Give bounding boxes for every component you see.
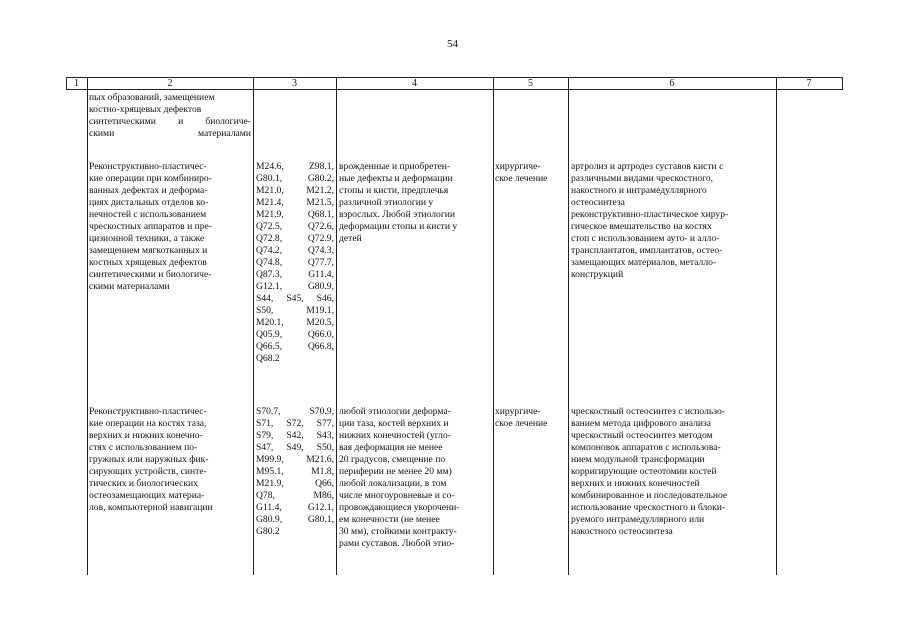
row-2-method-cell <box>571 161 774 281</box>
row-2-treatment-type-cell <box>495 161 567 185</box>
text-line: ское лечение <box>495 173 548 184</box>
code: M19.1, <box>306 305 334 316</box>
column-number: 3 <box>292 78 297 89</box>
code: M21.9, <box>256 478 284 489</box>
text-line: остеосинтеза <box>571 197 625 208</box>
text-line: конструкций <box>571 269 624 280</box>
code: G12.1, <box>256 281 283 292</box>
code: G80.2, <box>307 173 334 184</box>
code: Z98.1, <box>308 161 334 172</box>
code: G12.1, <box>307 502 334 513</box>
code: Q74.3, <box>307 245 334 256</box>
code: M21.5, <box>306 197 334 208</box>
text-line: любой локализации, в том <box>339 478 447 489</box>
code: M1.8, <box>311 466 334 477</box>
text-line: костных хрящевых дефектов <box>89 257 207 268</box>
code: Q74.2, <box>256 245 283 256</box>
code: M20.5, <box>306 317 334 328</box>
row-1-procedure-cell <box>89 92 251 140</box>
text-line: сирующих устройств, синте- <box>89 466 207 477</box>
text-line: числе многоуровневые и со- <box>339 490 455 501</box>
text-line: провождающиеся укорочени- <box>339 502 460 513</box>
code: Q77.7, <box>307 257 334 268</box>
column-divider <box>776 89 777 575</box>
code: Q66.8, <box>307 341 334 352</box>
code: S44, <box>256 293 274 304</box>
text-line: чрескостный остеосинтез с использо- <box>571 406 725 417</box>
page-number: 54 <box>447 38 458 50</box>
text-line: гружных или наружных фик- <box>89 454 209 465</box>
code: Q66.0, <box>307 329 334 340</box>
column-number: 7 <box>806 78 812 89</box>
text-line: ванных дефектах и деформа- <box>89 185 208 196</box>
code: Q68.2 <box>256 353 280 364</box>
code: M21.2, <box>306 185 334 196</box>
code: Q05.9, <box>256 329 283 340</box>
text-line: синтетическими и биологиче- <box>89 269 212 280</box>
text-line: периферии не менее 20 мм) <box>339 466 452 477</box>
text-line: верхних и нижних конечностей <box>571 478 700 489</box>
code: Q72.8, <box>256 233 283 244</box>
text-line: ем конечности (не менее <box>339 514 440 525</box>
text-line: руемого интрамедуллярного или <box>571 514 705 525</box>
code: G80.1, <box>307 514 334 525</box>
text-line: ванием метода цифрового анализа <box>571 418 712 429</box>
text-line: комбинированное и последовательное <box>571 490 728 501</box>
code: S71, <box>256 418 274 429</box>
text-line: стопы и кисти, предплечья <box>339 185 449 196</box>
code: Q87.3, <box>256 269 283 280</box>
code: M21.0, <box>256 185 284 196</box>
text-line: любой этиологии деформа- <box>339 406 451 417</box>
text-line: Реконструктивно-пластичес- <box>89 161 207 172</box>
code: S77, <box>316 418 334 429</box>
code: G11.4, <box>256 502 282 513</box>
text-line: скими материалами <box>89 128 251 139</box>
code: G80.1, <box>256 173 283 184</box>
code: G80.9, <box>307 281 334 292</box>
text-line: стоп с использованием ауто- и алло- <box>571 233 720 244</box>
text-line: Реконструктивно-пластичес- <box>89 406 207 417</box>
column-number: 5 <box>528 78 533 89</box>
code: M21.9, <box>256 209 284 220</box>
column-number: 6 <box>669 78 675 89</box>
text-line: хирургиче- <box>495 161 541 172</box>
row-2-codes-cell <box>256 161 334 365</box>
code: S46, <box>316 293 334 304</box>
code: M24.6, <box>256 161 284 172</box>
text-line: реконструктивно-пластическое хирур- <box>571 209 729 220</box>
text-line: взрослых. Любой этиологии <box>339 209 456 220</box>
text-line: цизионной техники, а также <box>89 233 205 244</box>
text-line: деформации стопы и кисти у <box>339 221 458 232</box>
text-line: накостного остеосинтеза <box>571 526 673 537</box>
code: S42, <box>286 430 304 441</box>
code: S43, <box>316 430 334 441</box>
code: M21.6, <box>306 454 334 465</box>
column-number: 2 <box>167 78 173 89</box>
code: Q72.9, <box>307 233 334 244</box>
code: S79, <box>256 430 274 441</box>
text-line: использование чрескостного и блоки- <box>571 502 726 513</box>
code: M20.1, <box>256 317 284 328</box>
code: M21.4, <box>256 197 284 208</box>
text-line: гическое вмешательство на костях <box>571 221 712 232</box>
text-line: ные дефекты и деформации <box>339 173 453 184</box>
text-line: тических и биологических <box>89 478 198 489</box>
code: M95.1, <box>256 466 284 477</box>
text-line: различной этиологии у <box>339 197 434 208</box>
text-line: лов, компьютерной навигации <box>89 502 213 513</box>
code: M86, <box>313 490 334 501</box>
text-line: различными видами чрескостного, <box>571 173 714 184</box>
code: G11.4, <box>308 269 334 280</box>
code: Q72.5, <box>256 221 283 232</box>
text-line: костно-хрящевых дефектов <box>89 104 202 115</box>
code: Q68.1, <box>307 209 334 220</box>
text-line: кие операции на костях таза, <box>89 418 207 429</box>
text-line: циях дистальных отделов ко- <box>89 197 209 208</box>
text-line: артролиз и артродез суставов кисти с <box>571 161 724 172</box>
text-line: врожденные и приобретен- <box>339 161 451 172</box>
code: S50, <box>256 305 274 316</box>
row-3-procedure-cell <box>89 406 251 514</box>
text-line: нечностей с использованием <box>89 209 207 220</box>
row-3-diagnosis-cell <box>339 406 491 550</box>
row-3-codes-cell <box>256 406 334 538</box>
table-header-bottom-rule <box>66 89 843 90</box>
code: Q74.8, <box>256 257 283 268</box>
column-divider <box>493 89 494 575</box>
code: S70.9, <box>309 406 334 417</box>
text-line: накостного и интрамедуллярного <box>571 185 707 196</box>
text-line: нием модульной трансформации <box>571 454 705 465</box>
text-line: замещением мягкотканных и <box>89 245 208 256</box>
text-line: верхних и нижних конечно- <box>89 430 203 441</box>
text-line: чрескостный остеосинтез методом <box>571 430 713 441</box>
code: S45, <box>286 293 304 304</box>
text-line: 30 мм), стойкими контракту- <box>339 526 457 537</box>
header-divider <box>842 77 843 90</box>
code: G80.9, <box>256 514 283 525</box>
row-3-treatment-type-cell <box>495 406 567 430</box>
column-divider <box>87 89 88 575</box>
code: S70.7, <box>256 406 281 417</box>
text-line: детей <box>339 233 362 244</box>
code: Q66, <box>315 478 334 489</box>
text-line: синтетическими и биологиче- <box>89 116 251 127</box>
text-line: ское лечение <box>495 418 548 429</box>
code: S49, <box>286 442 304 453</box>
column-divider <box>568 89 569 575</box>
text-line: нижних конечностей (угло- <box>339 430 451 441</box>
code: S72, <box>286 418 304 429</box>
row-2-diagnosis-cell <box>339 161 491 245</box>
code: Q66.5, <box>256 341 283 352</box>
text-line: стях с использованием по- <box>89 442 198 453</box>
column-divider <box>253 89 254 575</box>
text-line: пых образований, замещением <box>89 92 215 103</box>
column-divider <box>336 89 337 575</box>
text-line: вая деформация не менее <box>339 442 443 453</box>
column-number: 4 <box>412 78 417 89</box>
text-line: замещающих материалов, металло- <box>571 257 717 268</box>
text-line: рами суставов. Любой этио- <box>339 538 455 549</box>
column-number: 1 <box>74 78 79 89</box>
text-line: остеозамещающих материа- <box>89 490 205 501</box>
code: M99.9, <box>256 454 284 465</box>
row-3-method-cell <box>571 406 774 538</box>
code: G80.2 <box>256 526 280 537</box>
text-line: кие операции при комбиниро- <box>89 173 212 184</box>
text-line: хирургиче- <box>495 406 541 417</box>
code: S47, <box>256 442 274 453</box>
text-line: корригирующие остеотомии костей <box>571 466 717 477</box>
code: Q78, <box>256 490 275 501</box>
code: Q72.6, <box>307 221 334 232</box>
text-line: трансплантатов, имплантатов, остео- <box>571 245 723 256</box>
code: S50, <box>316 442 334 453</box>
row-2-procedure-cell <box>89 161 251 293</box>
text-line: чрескостных аппаратов и пре- <box>89 221 212 232</box>
text-line: 20 градусов, смещение по <box>339 454 446 465</box>
text-line: компоновок аппаратов с использова- <box>571 442 721 453</box>
text-line: скими материалами <box>89 281 170 292</box>
text-line: ции таза, костей верхних и <box>339 418 449 429</box>
